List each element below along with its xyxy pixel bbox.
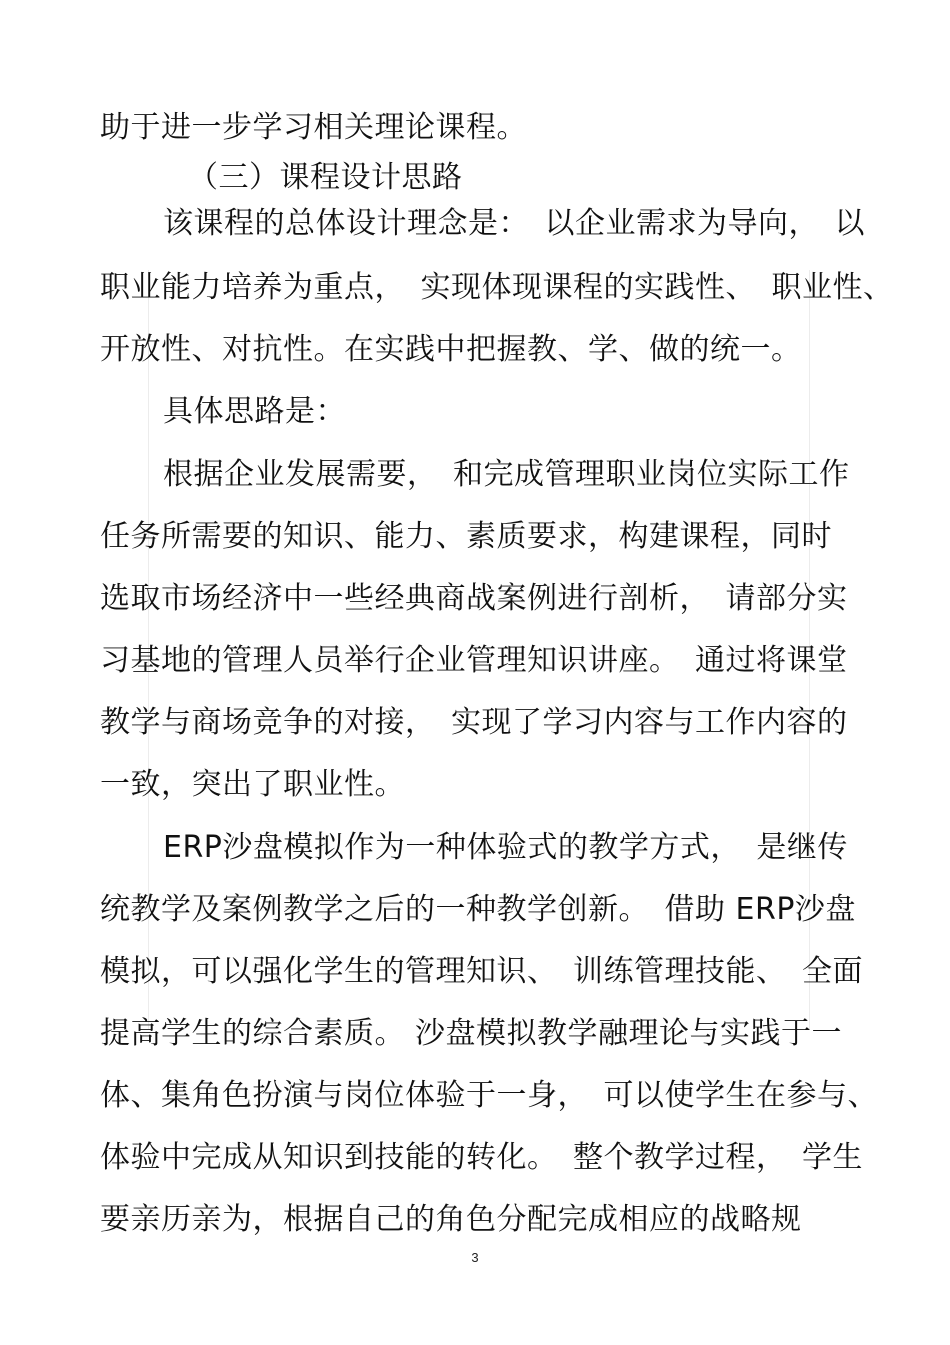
page-number: 3 — [471, 1250, 479, 1265]
text-line-1: 助于进一步学习相关理论课程。 — [100, 110, 527, 145]
text-line-3: 该课程的总体设计理念是： 以企业需求为导向， 以 — [163, 206, 865, 241]
text-line-6: 具体思路是： — [163, 394, 346, 429]
text-line-8: 任务所需要的知识、能力、素质要求，构建课程，同时 — [100, 519, 832, 554]
text-line-13: ERP沙盘模拟作为一种体验式的教学方式， 是继传 — [163, 830, 848, 865]
text-line-11: 教学与商场竞争的对接， 实现了学习内容与工作内容的 — [100, 705, 848, 740]
text-line-14: 统教学及案例教学之后的一种教学创新。 借助 ERP沙盘 — [100, 892, 856, 927]
text-line-16: 提高学生的综合素质。 沙盘模拟教学融理论与实践于一 — [100, 1016, 843, 1051]
text-line-15: 模拟，可以强化学生的管理知识、 训练管理技能、 全面 — [100, 954, 863, 989]
text-line-5: 开放性、对抗性。在实践中把握教、学、做的统一。 — [100, 332, 802, 367]
text-line-18: 体验中完成从知识到技能的转化。 整个教学过程， 学生 — [100, 1140, 863, 1175]
text-line-19: 要亲历亲为，根据自己的角色分配完成相应的战略规 — [100, 1202, 802, 1237]
text-line-12: 一致，突出了职业性。 — [100, 767, 405, 802]
text-line-9: 选取市场经济中一些经典商战案例进行剖析， 请部分实 — [100, 581, 848, 616]
text-line-4: 职业能力培养为重点， 实现体现课程的实践性、 职业性、 — [100, 270, 894, 305]
section-heading: （三）课程设计思路 — [188, 160, 463, 195]
text-line-10: 习基地的管理人员举行企业管理知识讲座。 通过将课堂 — [100, 643, 848, 678]
text-line-17: 体、集角色扮演与岗位体验于一身， 可以使学生在参与、 — [100, 1078, 878, 1113]
text-line-7: 根据企业发展需要， 和完成管理职业岗位实际工作 — [163, 457, 850, 492]
